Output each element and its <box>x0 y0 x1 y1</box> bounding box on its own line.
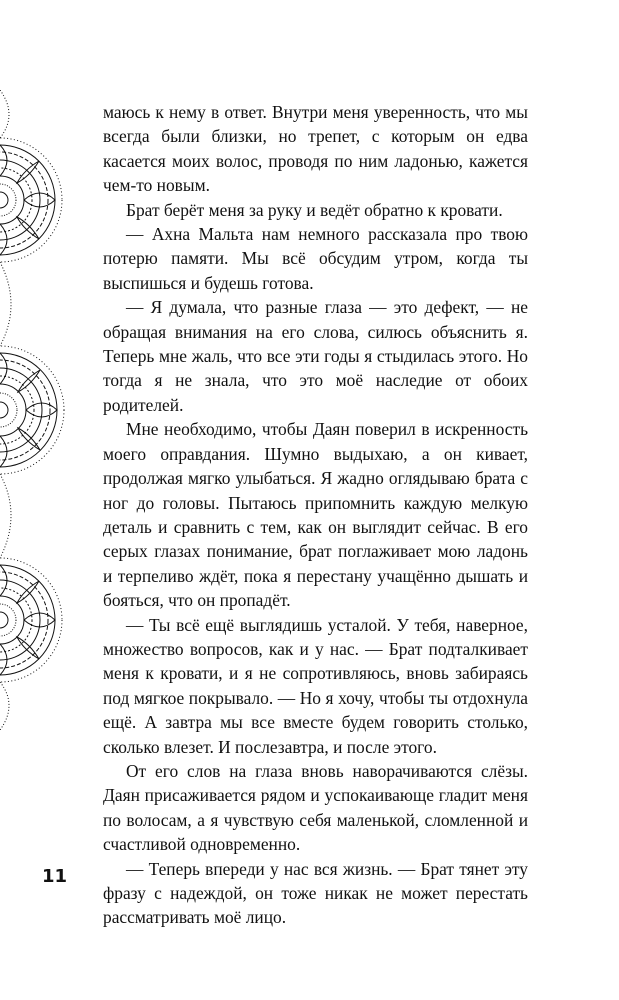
paragraph: Брат берёт меня за руку и ведёт обратно к кровати. <box>126 199 503 220</box>
mandala-border-icon <box>0 90 70 730</box>
page-number: 11 <box>42 866 68 887</box>
paragraph: — Теперь впереди у нас вся жизнь. — Брат тянет эту фразу с надеждой, он тоже никак не может перестать рассматривать моё лицо. <box>103 858 528 928</box>
paragraph: Мне необходимо, чтобы Даян поверил в искренность моего оправдания. Шумно выдыхаю, а он кивает, продолжая мягко улыбаться. Я жадно оглядываю брата с ног до головы. Пытаюсь припомнить каждую мелкую деталь и сравнить с тем, как он выглядит сейчас. В его серых глазах понимание, брат поглаживает мою ладонь и терпеливо ждёт, пока я перестану учащённо дышать и бояться, что он пропадёт. <box>103 419 528 611</box>
paragraph: — Ты всё ещё выглядишь усталой. У тебя, наверное, множество вопросов, как и у нас. — Брат подталкивает меня к кровати, и я не сопротивляюсь, вновь забираясь под мягкое покрывало. — Но я хочу, чтобы ты отдохнула ещё. А завтра мы все вместе будем говорить столько, сколько влезет. И послезавтра, и после этого. <box>103 614 528 757</box>
paragraph: маюсь к нему в ответ. Внутри меня уверенность, что мы всегда были близки, но трепет, с которым он едва касается моих волос, проводя по ним ладонью, кажется чем-то новым. <box>103 102 528 196</box>
paragraph: — Я думала, что разные глаза — это дефект, — не обращая внимания на его слова, силюсь объяснить я. Теперь мне жаль, что все эти годы я стыдилась этого. Но тогда я не знала, что это моё наследие от обоих родителей. <box>103 297 528 415</box>
paragraph: — Ахна Мальта нам немного рассказала про твою потерю памяти. Мы всё обсудим утром, когда ты выспишься и будешь готова. <box>103 224 528 293</box>
paragraph: От его слов на глаза вновь наворачиваются слёзы. Даян присаживается рядом и успокаивающе гладит меня по волосам, а я чувствую себя маленькой, сломленной и счастливой одновременно. <box>103 760 528 855</box>
body-text <box>103 100 528 930</box>
